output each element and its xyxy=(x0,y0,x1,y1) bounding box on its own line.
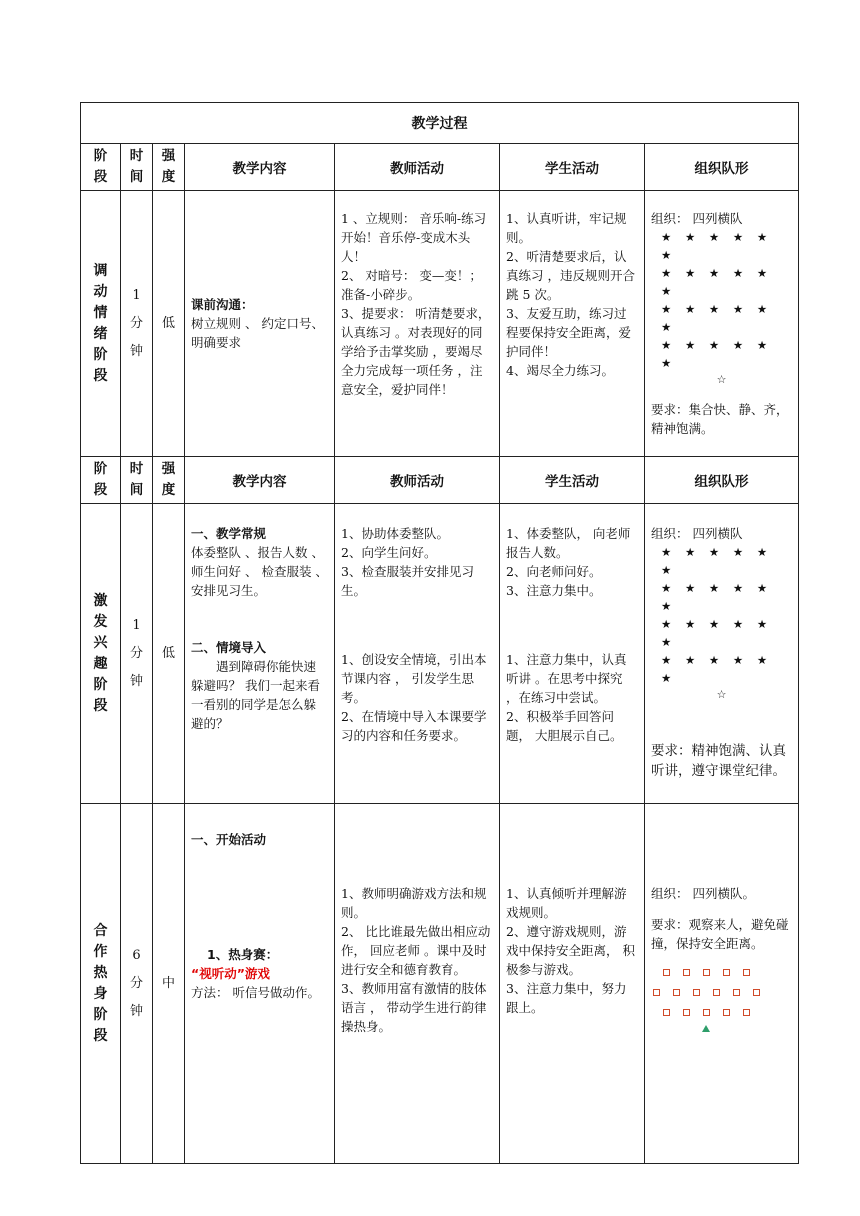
time-cell: 1 分 钟 xyxy=(121,504,153,804)
star-row: ★ ★ ★ ★ ★ ★ xyxy=(661,302,773,334)
content-cell xyxy=(185,191,335,457)
intensity-cell: 低 xyxy=(153,191,185,457)
star-row: ★ ★ ★ ★ ★ ★ xyxy=(661,545,773,577)
header-student: 学生活动 xyxy=(500,457,645,504)
star-row: ★ ★ ★ ★ ★ ★ xyxy=(661,338,773,370)
student-formation-diagram xyxy=(651,963,792,1033)
student-activity xyxy=(500,504,645,804)
section-row-1 xyxy=(81,191,799,457)
header-formation: 组织队形 xyxy=(645,144,799,191)
star-row: ★ ★ ★ ★ ★ ★ xyxy=(661,617,773,649)
content-part1-title: 一、教学常规 xyxy=(191,526,267,541)
student-activity: 1、认真听讲，牢记规则。 2、听清楚要求后，认真练习 ，违反规则开合跳 5 次。 3、友爱互助，练习过程要保持安全距离，爱护同伴！ 4、竭尽全力练习。 xyxy=(500,191,645,457)
header-content: 教学内容 xyxy=(185,144,335,191)
content-sub-title: 1、热身赛： xyxy=(207,947,279,962)
intensity-cell: 低 xyxy=(153,504,185,804)
teacher-triangle-icon xyxy=(702,1025,710,1032)
table-title: 教学过程 xyxy=(81,103,799,144)
content-part2-text: 遇到障碍你能快速躲避吗？ 我们一起来看一看别的同学是怎么躲避的？ xyxy=(191,659,320,731)
teacher-position-icon: ☆ xyxy=(716,373,727,386)
stage-cell: 合作热身阶段 xyxy=(81,804,121,1164)
header-row xyxy=(81,457,799,504)
student-marker xyxy=(663,969,670,976)
star-row: ★ ★ ★ ★ ★ ★ xyxy=(661,230,773,262)
header-intensity: 强度 xyxy=(153,144,185,191)
student-activity-part2: 1、注意力集中，认真听讲 。在思考中探究 ，在练习中尝试。 2、积极举手回答问题， 大胆展示自己。 xyxy=(506,652,627,743)
intensity-cell: 中 xyxy=(153,804,185,1164)
formation-cell xyxy=(645,504,799,804)
student-marker xyxy=(743,969,750,976)
header-teacher: 教师活动 xyxy=(335,457,500,504)
student-marker xyxy=(713,989,720,996)
formation-requirement: 要求：观察来人，避免碰撞，保持安全距离。 xyxy=(651,917,789,951)
content-cell xyxy=(185,804,335,1164)
content-part2-title: 二、情境导入 xyxy=(191,640,267,655)
header-teacher: 教师活动 xyxy=(335,144,500,191)
formation-cell xyxy=(645,804,799,1164)
header-intensity: 强度 xyxy=(153,457,185,504)
student-activity-part1: 1、体委整队， 向老师报告人数。 2、向老师问好。 3、注意力集中。 xyxy=(506,526,631,598)
teacher-activity-part2: 1、创设安全情境，引出本节课内容 ， 引发学生思考。 2、在情境中导入本课要学习的内容和任务要求。 xyxy=(341,652,487,743)
stage-cell: 激发兴趣阶段 xyxy=(81,504,121,804)
content-part1-text: 体委整队 、报告人数 、 师生问好 、 检查服装 、 安排见习生。 xyxy=(191,545,328,598)
header-stage: 阶段 xyxy=(81,144,121,191)
star-row: ★ ★ ★ ★ ★ ★ xyxy=(661,653,773,685)
content-part-title: 一、开始活动 xyxy=(191,832,267,847)
header-stage: 阶段 xyxy=(81,457,121,504)
content-text: 树立规则 、 约定口号、明确要求 xyxy=(191,316,324,350)
student-marker xyxy=(703,1009,710,1016)
student-marker xyxy=(743,1009,750,1016)
star-formation xyxy=(651,228,792,372)
formation-requirement: 要求：精神饱满、认真听讲，遵守课堂纪律。 xyxy=(651,743,786,779)
lesson-table-page xyxy=(80,102,798,1164)
content-title: 课前沟通： xyxy=(191,297,254,312)
game-name: “视听动”游戏 xyxy=(191,966,270,981)
time-cell: 6 分 钟 xyxy=(121,804,153,1164)
star-row: ★ ★ ★ ★ ★ ★ xyxy=(661,266,773,298)
formation-requirement: 要求：集合快、静、齐，精神饱满。 xyxy=(651,402,789,436)
header-formation: 组织队形 xyxy=(645,457,799,504)
teacher-activity: 1 、立规则： 音乐响-练习开始！音乐停-变成木头人！ 2、 对暗号： 变—变！；准备-小碎步。 3、提要求： 听清楚要求，认真练习 。对表现好的同学给予击掌奖励 ，要竭尽全力完成每一项任务 ，注意安全，爱护同伴！ xyxy=(335,191,500,457)
header-time: 时间 xyxy=(121,144,153,191)
header-row xyxy=(81,144,799,191)
time-cell: 1 分 钟 xyxy=(121,191,153,457)
formation-label: 组织： 四列横队 xyxy=(651,211,743,226)
header-content: 教学内容 xyxy=(185,457,335,504)
student-marker xyxy=(703,969,710,976)
content-cell xyxy=(185,504,335,804)
section-row-3 xyxy=(81,804,799,1164)
student-marker xyxy=(693,989,700,996)
formation-label: 组织： 四列横队 xyxy=(651,526,743,541)
student-marker xyxy=(723,969,730,976)
student-marker xyxy=(653,989,660,996)
header-student: 学生活动 xyxy=(500,144,645,191)
teacher-activity-part1: 1、协助体委整队。 2、向学生问好。 3、检查服装并安排见习生。 xyxy=(341,526,474,598)
stage-cell: 调动情绪阶段 xyxy=(81,191,121,457)
star-row: ★ ★ ★ ★ ★ ★ xyxy=(661,581,773,613)
teacher-position-icon: ☆ xyxy=(716,688,727,701)
section-row-2 xyxy=(81,504,799,804)
game-method: 方法： 听信号做动作。 xyxy=(191,985,320,1000)
student-marker xyxy=(673,989,680,996)
teaching-process-table xyxy=(80,102,799,1164)
student-activity: 1、认真倾听并理解游戏规则。 2、遵守游戏规则，游戏中保持安全距离， 积极参与游戏。 3、注意力集中，努力跟上。 xyxy=(500,804,645,1164)
teacher-activity: 1、教师明确游戏方法和规则。 2、 比比谁最先做出相应动作， 回应老师 。课中及时进行安全和德育教育。 3、教师用富有激情的肢体语言 ， 带动学生进行韵律操热身。 xyxy=(335,804,500,1164)
student-marker xyxy=(683,1009,690,1016)
header-time: 时间 xyxy=(121,457,153,504)
teacher-activity xyxy=(335,504,500,804)
student-marker xyxy=(683,969,690,976)
student-marker xyxy=(753,989,760,996)
student-marker xyxy=(723,1009,730,1016)
student-marker xyxy=(663,1009,670,1016)
formation-cell xyxy=(645,191,799,457)
student-marker xyxy=(733,989,740,996)
formation-label: 组织： 四列横队。 xyxy=(651,886,755,901)
star-formation xyxy=(651,543,792,687)
